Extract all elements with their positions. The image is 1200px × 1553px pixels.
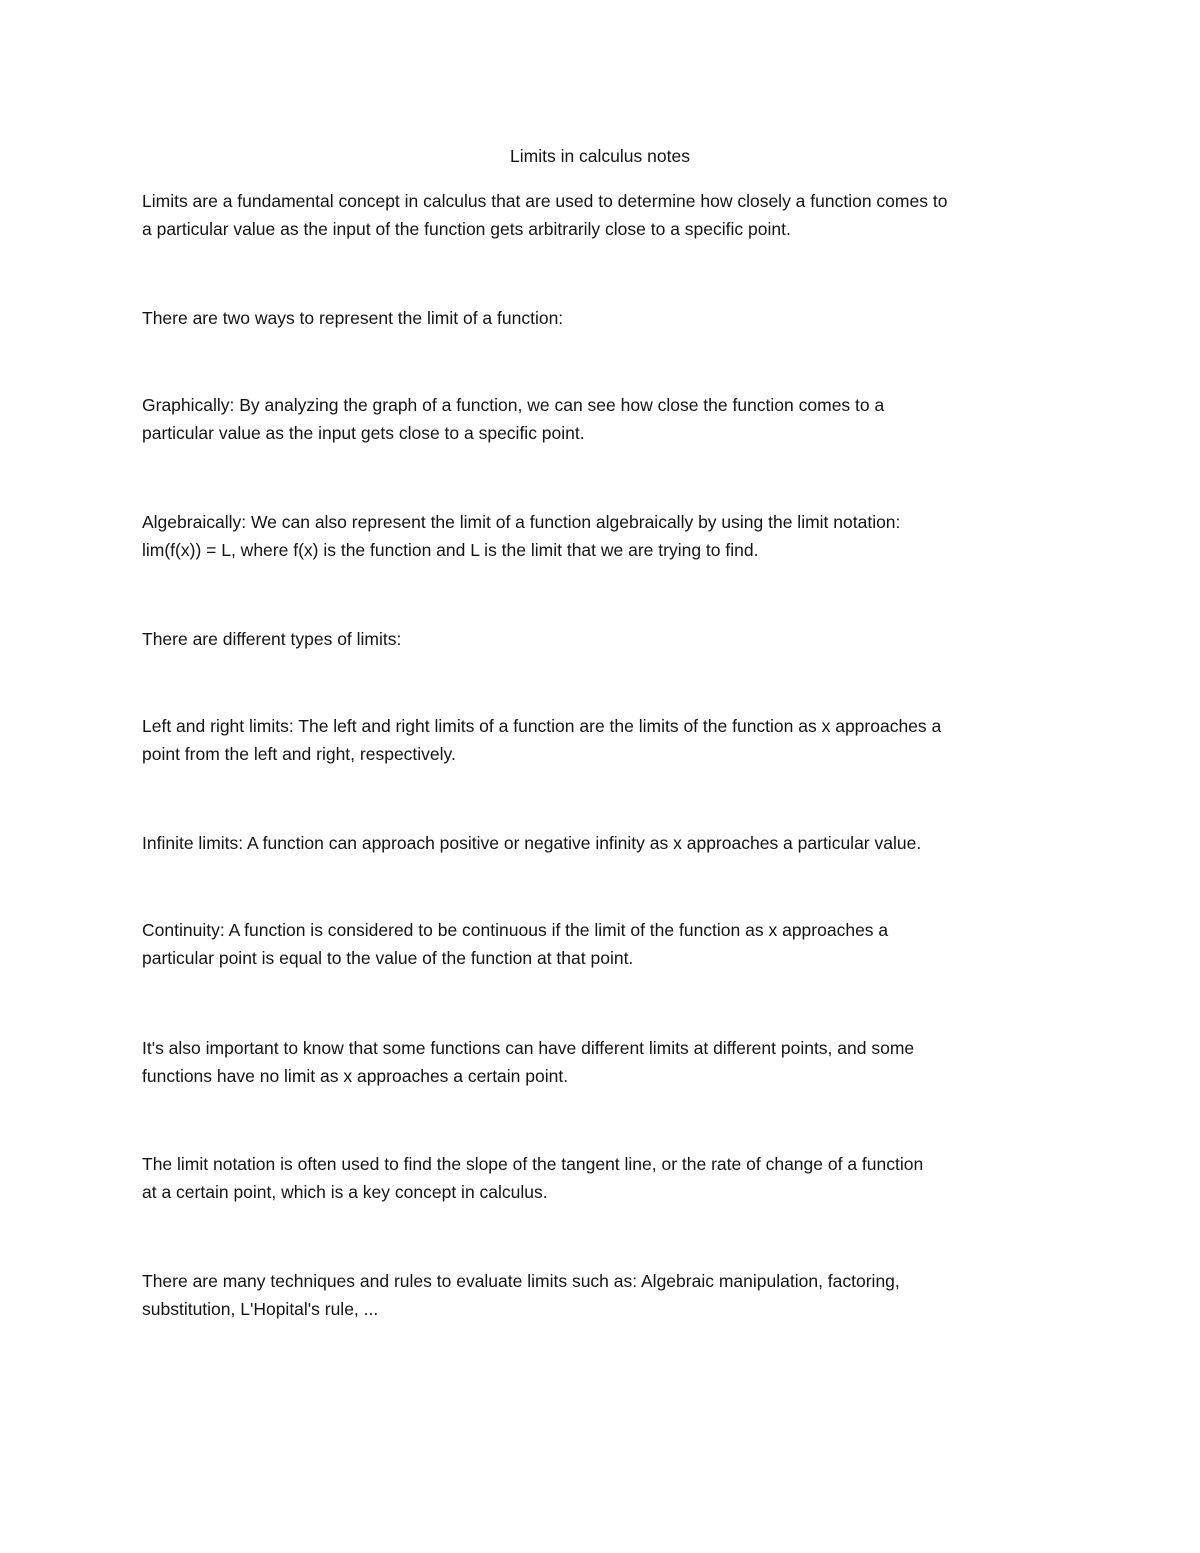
paragraph-infinite-limits	[142, 829, 1072, 857]
paragraph-line: particular value as the input gets close to a specific point.	[142, 423, 585, 443]
paragraph-continuity	[142, 916, 1072, 972]
paragraph-limit-notation	[142, 1150, 1072, 1206]
paragraph-line: point from the left and right, respectively.	[142, 744, 456, 764]
paragraph-line: It's also important to know that some functions can have different limits at different points, and some	[142, 1038, 915, 1058]
paragraph-line: a particular value as the input of the function gets arbitrarily close to a specific point.	[142, 219, 791, 239]
paragraph-line: lim(f(x)) = L, where f(x) is the function and L is the limit that we are trying to find.	[142, 540, 759, 560]
paragraph-line: at a certain point, which is a key concept in calculus.	[142, 1182, 548, 1202]
paragraph-line: There are many techniques and rules to evaluate limits such as: Algebraic manipulation, factoring,	[142, 1271, 900, 1291]
paragraph-types	[142, 625, 1072, 653]
paragraph-different-limits	[142, 1034, 1072, 1090]
paragraph-line: Left and right limits: The left and right limits of a function are the limits of the function as x approaches a	[142, 716, 942, 736]
paragraph-line: There are two ways to represent the limit of a function:	[142, 308, 564, 328]
paragraph-line: substitution, L'Hopital's rule, ...	[142, 1299, 379, 1319]
paragraph-line: Graphically: By analyzing the graph of a function, we can see how close the function comes to a	[142, 395, 885, 415]
paragraph-two-ways	[142, 304, 1072, 332]
paragraph-techniques	[142, 1267, 1072, 1323]
paragraph-left-right-limits	[142, 712, 1072, 768]
paragraph-line: functions have no limit as x approaches a certain point.	[142, 1066, 569, 1086]
paragraph-line: There are different types of limits:	[142, 629, 402, 649]
paragraph-line: Infinite limits: A function can approach positive or negative infinity as x approaches a particular value.	[142, 833, 922, 853]
document-title: Limits in calculus notes	[510, 146, 690, 166]
paragraph-graphically	[142, 391, 1072, 447]
paragraph-intro	[142, 187, 1072, 243]
paragraph-line: particular point is equal to the value of the function at that point.	[142, 948, 634, 968]
paragraph-line: Continuity: A function is considered to be continuous if the limit of the function as x approaches a	[142, 920, 889, 940]
paragraph-line: The limit notation is often used to find the slope of the tangent line, or the rate of change of a function	[142, 1154, 924, 1174]
paragraph-algebraically	[142, 508, 1072, 564]
paragraph-line: Algebraically: We can also represent the limit of a function algebraically by using the limit notation:	[142, 512, 901, 532]
paragraph-line: Limits are a fundamental concept in calculus that are used to determine how closely a function comes to	[142, 191, 948, 211]
